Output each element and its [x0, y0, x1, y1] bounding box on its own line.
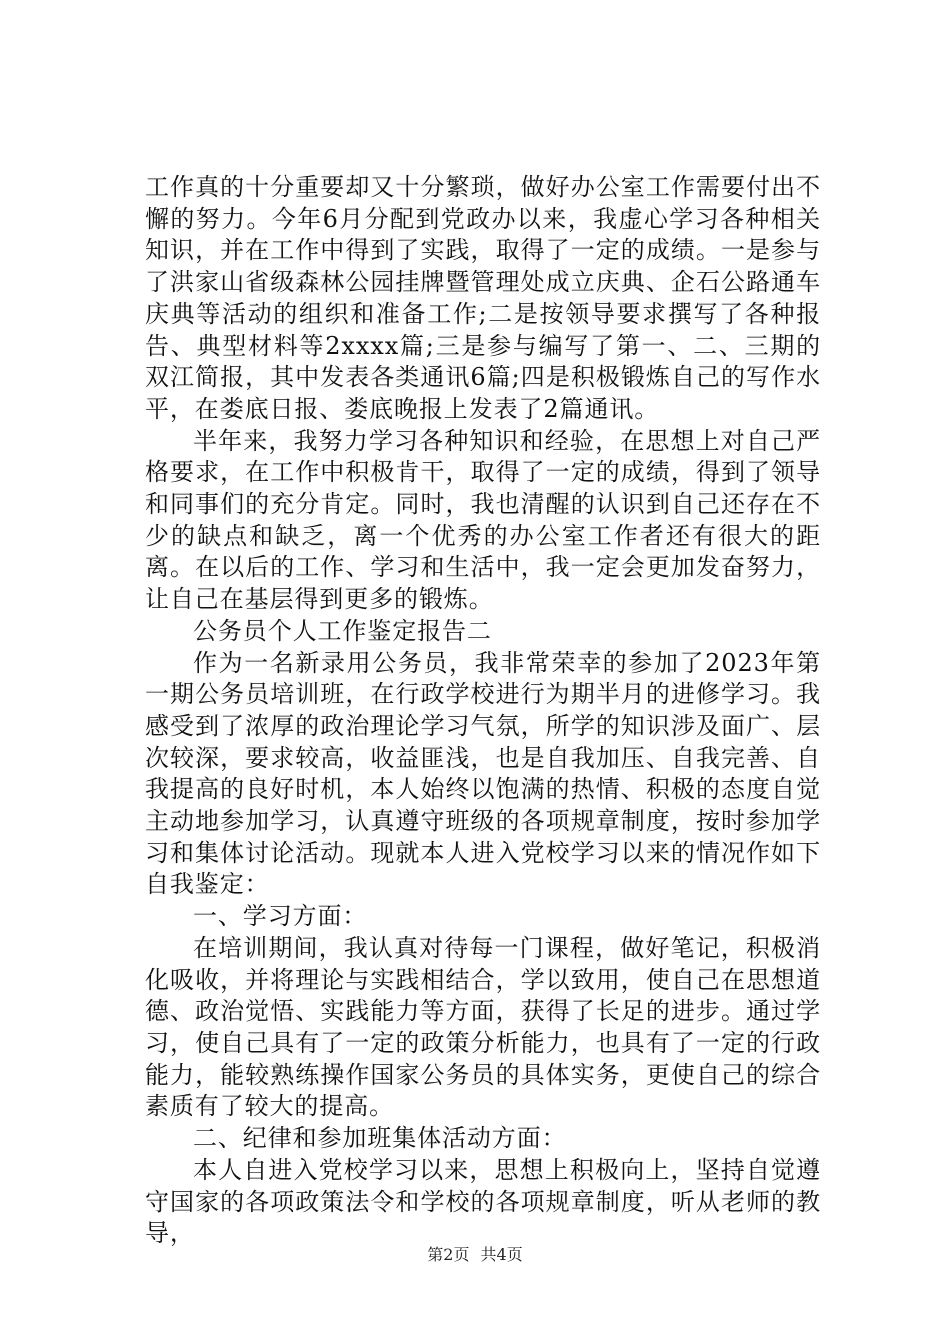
section-title-report-two: 公务员个人工作鉴定报告二: [193, 616, 492, 645]
page-number: 第2页: [427, 1245, 470, 1264]
paragraph-half-year-reflection: 半年来，我努力学习各种知识和经验，在思想上对自己严格要求，在工作中积极肯干，取得了一定的成绩，得到了领导和同事们的充分肯定。同时，我也清醒的认识到自己还存在不少的缺点和缺乏，离一个优秀的办公室工作者还有很大的距离。在以后的工作、学习和生活中，我一定会更加发奋努力，让自己在基层得到更多的锻炼。: [145, 426, 821, 614]
heading-discipline-activities: 二、纪律和参加班集体活动方面：: [193, 1124, 567, 1153]
heading-study-aspect: 一、学习方面：: [193, 902, 368, 931]
document-body: [145, 172, 821, 1250]
page-footer: [0, 1245, 950, 1265]
paragraph-continued-work-summary: 工作真的十分重要却又十分繁琐，做好办公室工作需要付出不懈的努力。今年6月分配到党政办以来，我虚心学习各种相关知识，并在工作中得到了实践，取得了一定的成绩。一是参与了洪家山省级森林公园挂牌暨管理处成立庆典、企石公路通车庆典等活动的组织和准备工作;二是按领导要求撰写了各种报告、典型材料等2xxxx篇;三是参与编写了第一、二、三期的双江简报，其中发表各类通讯6篇;四是积极锻炼自己的写作水平，在娄底日报、娄底晚报上发表了2篇通讯。: [145, 173, 821, 423]
paragraph-discipline-details: 本人自进入党校学习以来，思想上积极向上，坚持自觉遵守国家的各项政策法令和学校的各项规章制度，听从老师的教导，: [145, 1155, 821, 1248]
paragraph-training-intro: 作为一名新录用公务员，我非常荣幸的参加了2023年第一期公务员培训班，在行政学校进行为期半月的进修学习。我感受到了浓厚的政治理论学习气氛，所学的知识涉及面广、层次较深，要求较高，收益匪浅，也是自我加压、自我完善、自我提高的良好时机，本人始终以饱满的热情、积极的态度自觉主动地参加学习，认真遵守班级的各项规章制度，按时参加学习和集体讨论活动。现就本人进入党校学习以来的情况作如下自我鉴定：: [145, 648, 821, 899]
paragraph-study-details: 在培训期间，我认真对待每一门课程，做好笔记，积极消化吸收，并将理论与实践相结合，学以致用，使自己在思想道德、政治觉悟、实践能力等方面，获得了长足的进步。通过学习，使自己具有了一定的政策分析能力，也具有了一定的行政能力，能较熟练操作国家公务员的具体实务，更使自己的综合素质有了较大的提高。: [145, 933, 821, 1121]
page-total: 共4页: [480, 1245, 523, 1264]
